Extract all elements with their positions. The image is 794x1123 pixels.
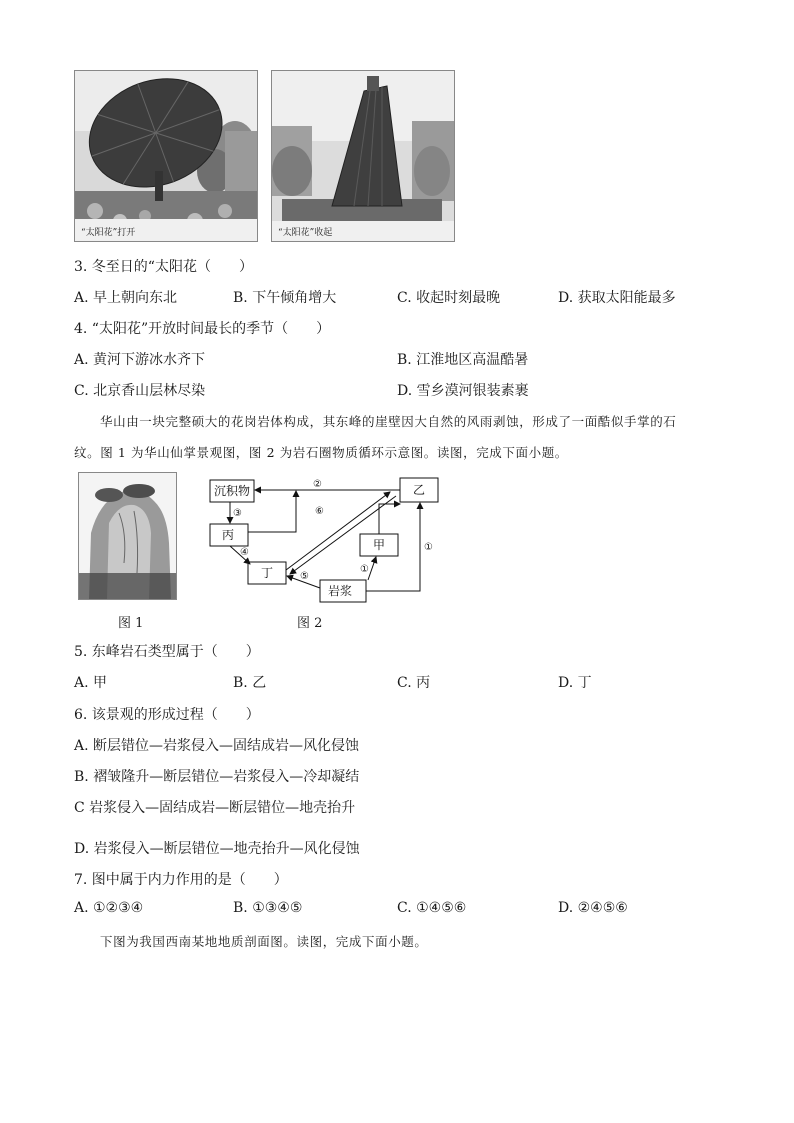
q5-option-a[interactable]: A. 甲 [74, 675, 108, 691]
label-6: ⑥ [315, 506, 324, 517]
arrow-jia-yi [379, 504, 400, 534]
q3-stem: 3. 冬至日的“太阳花（ ） [74, 259, 253, 275]
q5-option-c[interactable]: C. 丙 [397, 675, 431, 691]
q4-option-d[interactable]: D. 雪乡漠河银装素裹 [397, 383, 529, 399]
q5-stem: 5. 东峰岩石类型属于（ ） [74, 644, 260, 660]
q3-option-b[interactable]: B. 下午倾角增大 [233, 290, 337, 306]
q4-stem: 4. “太阳花”开放时间最长的季节（ ） [74, 321, 331, 337]
q3-option-a[interactable]: A. 早上朝向东北 [74, 290, 178, 306]
q6-option-a[interactable]: A. 断层错位—岩浆侵入—固结成岩—风化侵蚀 [74, 738, 360, 754]
jia-label: 甲 [373, 538, 386, 552]
intro-line-1: 华山由一块完整硕大的花岗岩体构成，其东峰的崖壁因大自然的风雨剥蚀，形成了一面酷似手掌的石 [100, 414, 677, 429]
huashan-image [79, 473, 176, 599]
arrow-6 [286, 492, 390, 570]
q5-option-d[interactable]: D. 丁 [558, 675, 592, 691]
arrow-1a [368, 557, 376, 580]
label-2: ② [313, 479, 322, 490]
label-1b: ① [424, 542, 433, 553]
arrow-bing-up [248, 491, 296, 532]
outro-line: 下图为我国西南某地地质剖面图。读图，完成下面小题。 [100, 934, 428, 949]
label-1a: ① [360, 564, 369, 575]
fig2-label: 图 2 [297, 616, 323, 631]
q7-option-c[interactable]: C. ①④⑤⑥ [397, 900, 467, 916]
intro-line-2: 纹。图 1 为华山仙掌景观图，图 2 为岩石圈物质循环示意图。读图，完成下面小题。 [74, 445, 568, 460]
q5-option-b[interactable]: B. 乙 [233, 675, 267, 691]
q7-stem: 7. 图中属于内力作用的是（ ） [74, 872, 288, 888]
q6-option-c[interactable]: C 岩浆侵入—固结成岩—断层错位—地壳抬升 [74, 800, 356, 816]
closed-caption: “太阳花”收起 [278, 228, 333, 238]
q7-option-d[interactable]: D. ②④⑤⑥ [558, 900, 628, 916]
sediment-label: 沉积物 [214, 484, 251, 498]
label-4: ④ [240, 547, 249, 558]
magma-label: 岩浆 [328, 584, 353, 598]
q6-option-d[interactable]: D. 岩浆侵入—断层错位—地壳抬升—风化侵蚀 [74, 841, 360, 857]
q4-option-b[interactable]: B. 江淮地区高温酷暑 [397, 352, 529, 368]
huashan-photo [78, 472, 177, 600]
open-caption: “太阳花”打开 [81, 228, 136, 238]
q4-option-a[interactable]: A. 黄河下游冰水齐下 [74, 352, 206, 368]
sun-flower-open-photo [74, 70, 258, 242]
label-5: ⑤ [300, 571, 309, 582]
q3-option-d[interactable]: D. 获取太阳能最多 [558, 290, 676, 306]
q7-option-a[interactable]: A. ①②③④ [74, 900, 144, 916]
yi-label: 乙 [413, 483, 426, 497]
bing-label: 丙 [222, 528, 235, 542]
q7-option-b[interactable]: B. ①③④⑤ [233, 900, 303, 916]
q4-option-c[interactable]: C. 北京香山层林尽染 [74, 383, 206, 399]
q6-stem: 6. 该景观的形成过程（ ） [74, 707, 260, 723]
q6-option-b[interactable]: B. 褶皱隆升—断层错位—岩浆侵入—冷却凝结 [74, 769, 360, 785]
sun-flower-open-image [75, 71, 257, 241]
q3-option-c[interactable]: C. 收起时刻最晚 [397, 290, 501, 306]
ding-label: 丁 [261, 566, 274, 580]
sun-flower-closed-photo [271, 70, 455, 242]
sun-flower-closed-image [272, 71, 454, 241]
fig1-label: 图 1 [118, 616, 144, 631]
rock-cycle-diagram [200, 472, 450, 607]
label-3: ③ [233, 508, 242, 519]
